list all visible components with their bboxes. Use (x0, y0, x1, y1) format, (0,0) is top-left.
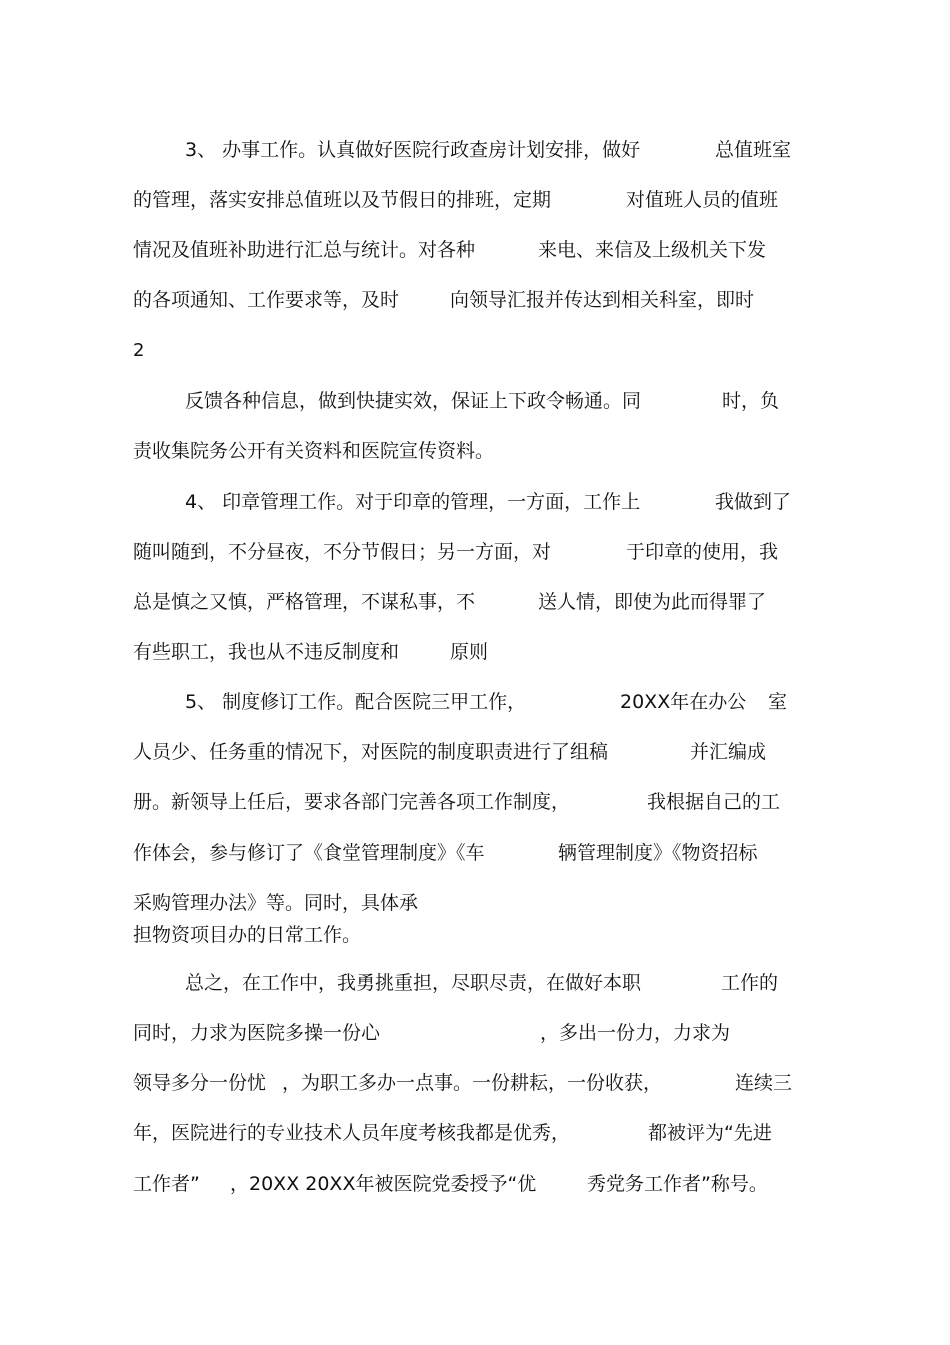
page-number: 2 (133, 340, 145, 361)
text-line: 我做到了 (715, 491, 792, 513)
text-line: 于印章的使用，我 (626, 541, 779, 563)
text-line: 秀党务工作者”称号。 (587, 1173, 768, 1195)
text-line: 工作者” (133, 1173, 200, 1195)
text-line: 3、 办事工作。认真做好医院行政查房计划安排，做好 (185, 139, 641, 161)
text-line: 总值班室 (715, 139, 792, 161)
text-line: 同时，力求为医院多操一份心 (133, 1022, 381, 1044)
text-line: 连续三 (735, 1072, 793, 1094)
text-line: 20XX年在办公 (620, 691, 747, 713)
text-line: 对值班人员的值班 (626, 189, 779, 211)
text-line: 4、 印章管理工作。对于印章的管理，一方面，工作上 (185, 491, 641, 513)
text-line: 随叫随到，不分昼夜，不分节假日；另一方面，对 (133, 541, 552, 563)
text-line: 担物资项目办的日常工作。 (133, 924, 362, 946)
text-line: 原则 (450, 641, 489, 663)
text-line: 的各项通知、工作要求等，及时 (133, 289, 400, 311)
text-line: 送人情，即使为此而得罪了 (538, 591, 767, 613)
text-line: 册。新领导上任后，要求各部门完善各项工作制度， (133, 791, 571, 813)
text-line: 反馈各种信息，做到快捷实效，保证上下政令畅通。同 (185, 390, 642, 412)
text-line: 并汇编成 (690, 741, 767, 763)
text-line: ，为职工多办一点事。一份耕耘，一份收获， (282, 1072, 663, 1094)
text-line: 采购管理办法》等。同时，具体承 (133, 892, 419, 914)
text-line: 我根据自己的工 (647, 791, 781, 813)
text-line: 情况及值班补助进行汇总与统计。对各种 (133, 239, 476, 261)
text-line: 来电、来信及上级机关下发 (538, 239, 767, 261)
text-line: 的管理，落实安排总值班以及节假日的排班，定期 (133, 189, 552, 211)
text-line: 时，负 (722, 390, 780, 412)
text-line: 辆管理制度》《物资招标 (558, 842, 758, 864)
text-line: 都被评为“先进 (648, 1122, 772, 1144)
text-line: ，20XX 20XX年被医院党委授予“优 (230, 1173, 537, 1195)
text-line: 总之，在工作中，我勇挑重担，尽职尽责，在做好本职 (185, 972, 642, 994)
text-line: 作体会，参与修订了《食堂管理制度》《车 (133, 842, 485, 864)
text-line: 向领导汇报并传达到相关科室，即时 (450, 289, 755, 311)
text-line: 领导多分一份忧 (133, 1072, 267, 1094)
text-line: 有些职工，我也从不违反制度和 (133, 641, 400, 663)
text-line: 5、 制度修订工作。配合医院三甲工作， (185, 691, 527, 713)
text-line: 室 (768, 691, 788, 713)
text-line: 责收集院务公开有关资料和医院宣传资料。 (133, 440, 495, 462)
text-line: 年，医院进行的专业技术人员年度考核我都是优秀， (133, 1122, 571, 1144)
text-line: 工作的 (721, 972, 779, 994)
text-line: 总是慎之又慎，严格管理，不谋私事，不 (133, 591, 476, 613)
text-line: 人员少、任务重的情况下，对医院的制度职责进行了组稿 (133, 741, 609, 763)
text-line: ，多出一份力，力求为 (540, 1022, 731, 1044)
